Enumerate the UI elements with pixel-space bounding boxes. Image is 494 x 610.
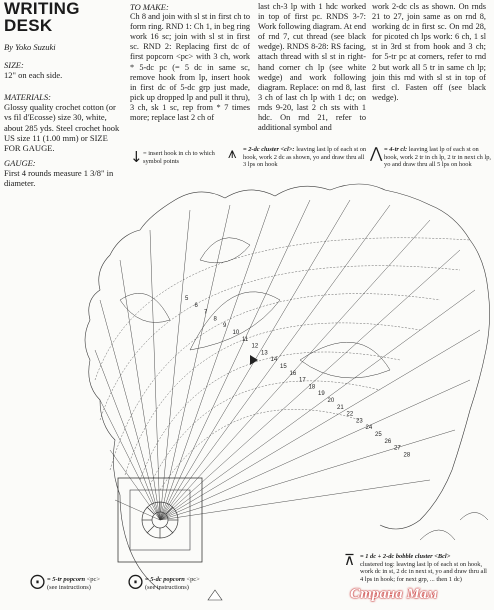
round-number-label: 22 <box>346 411 354 418</box>
tr4-cl-symbol-icon: ⋀ <box>370 144 383 162</box>
legend-dc5-popcorn <box>145 576 225 591</box>
dc2-cluster-symbol-icon: ⩚ <box>228 144 237 162</box>
round-number-label: 19 <box>318 391 325 398</box>
gauge-text: First 4 rounds measure 1 3/8" in diameter. <box>4 168 114 189</box>
instructions-col-3-text: work 2-dc cls as shown. On rnds 21 to 27, join same as on rnd 8, working dc in first sc. On rnd 28, for picoted ch lps work: 6 ch, 1 sl st in 3rd st from hook and 3 ch; for 5-tr pc at corners, refer to rnd 2 but work all 5 tr in same ch lp; join this rnd with sl st in top of first cl. Fasten off (see black wedge). <box>372 2 486 102</box>
legend-dc2-cluster-name: = 2-dc cluster <cl>: <box>243 146 295 153</box>
legend-dc2-cluster-text: leaving last lp of each st on hook, work 2 dc as shown, yo and draw thru all 3 lps on hook <box>243 146 367 169</box>
materials-text: Glossy quality crochet cotton (or vs fil d'Ecosse) size 30, white, about 285 yds. Steel crochet hook US size 11 (1.00 mm) or SIZE FOR GAUGE. <box>4 102 120 154</box>
materials-heading: MATERIALS: <box>4 92 51 102</box>
round-number-label: 7 <box>204 309 208 316</box>
round-number-label: 17 <box>299 377 306 384</box>
round-number-label: 11 <box>242 336 249 343</box>
round-number-label: 24 <box>365 425 373 432</box>
size-heading: SIZE: <box>4 60 24 70</box>
legend-tr5-see: (see instructions) <box>47 583 91 591</box>
round-number-label: 27 <box>394 445 401 452</box>
tr5-popcorn-symbol-icon: ⨀ <box>30 572 45 590</box>
round-number-label: 6 <box>194 302 198 309</box>
round-number-label: 14 <box>270 357 278 364</box>
bobble-cluster-symbol-icon: ⊼ <box>344 551 355 569</box>
round-number-label: 25 <box>375 432 382 438</box>
round-number-label: 10 <box>232 330 240 336</box>
round-number-label: 13 <box>261 350 268 357</box>
insert-hook-symbol-icon: ↓ <box>130 148 143 166</box>
round-number-label: 20 <box>327 398 335 404</box>
round-number-label: 9 <box>223 323 227 330</box>
round-number-label: 26 <box>384 438 392 445</box>
pattern-title: WRITING DESK <box>4 0 80 35</box>
round-number-label: 28 <box>403 452 411 459</box>
legend-insert-hook: = insert hook in ch to which symbol points <box>143 150 215 165</box>
size-text: 12" on each side. <box>4 70 63 81</box>
watermark: Страна Мам <box>350 586 438 602</box>
gauge-heading: GAUGE: <box>4 158 36 168</box>
legend-bobble-name: = 1 dc + 2-dc bobble cluster <Bcl> <box>360 553 451 560</box>
legend-tr5-popcorn-code: <pc> <box>86 576 100 583</box>
round-number-label: 8 <box>213 316 217 323</box>
round-number-label: 16 <box>289 370 297 377</box>
legend-tr5-popcorn-name: = 5-tr popcorn <box>47 576 86 583</box>
byline: By Yoko Suzuki <box>4 42 56 52</box>
legend-tr4-cl-name: = 4-tr cl: <box>384 146 408 153</box>
legend-dc5-see: (see instructions) <box>145 583 189 591</box>
instructions-col-1-text: Ch 8 and join with sl st in first ch to form ring. RND 1: Ch 1, in beg ring work 16 sc; join with sl st in first sc. RND 2: Replacing first dc of first popcorn <pc> with 3 ch, work * 5-dc pc (= 5 dc in same sc, remove hook from lp, insert hook in first dc of 5-dc grp just made, pick up dropped lp and pull it thru), 3 ch, sk 1 sc, rep from * 7 times more; replace last 2 ch of <box>130 12 250 123</box>
round-number-label: 15 <box>280 364 287 370</box>
legend-tr5-popcorn <box>47 576 127 591</box>
round-number-label: 5 <box>185 296 189 302</box>
round-number-label: 18 <box>308 384 316 391</box>
legend-tr4-cl-text: leaving last lp of each st on hook, work 2 tr in ch lp, 2 tr in next ch lp, yo and draw thru all 5 lps on hook <box>384 146 492 169</box>
round-number-label: 21 <box>337 404 344 411</box>
legend-bobble-cluster <box>360 553 490 583</box>
round-number-label: 12 <box>251 343 259 350</box>
round-number-label: 23 <box>356 418 363 425</box>
dc5-popcorn-symbol-icon: ⨀ <box>128 572 143 590</box>
legend-dc5-popcorn-code: <pc> <box>186 576 200 583</box>
legend-bobble-text: clustered tog: leaving last lp of each st on hook, work dc in st, 2 dc in next st, yo and draw thru all 4 lps in hook; for next grp, ... then 1 dc) <box>360 560 487 583</box>
to-make-heading: TO MAKE: <box>130 2 169 12</box>
legend-dc5-popcorn-name: = 5-dc popcorn <box>145 576 185 583</box>
instructions-col-2-text: last ch-3 lp with 1 hdc worked in top of first pc. RNDS 3-7: Work following diagram. At end of rnd 7, cut thread (see black wedge). RNDS 8-28: RS facing, attach thread with sl st in right-hand corner ch lp (see white wedge) and work following diagram. Replace: on rnd 8, last 3 ch of last ch lp with 1 dc; on rnds 9-20, last 2 ch sts with 1 hdc. On rnd 21, refer to additional symbol and <box>258 2 366 133</box>
